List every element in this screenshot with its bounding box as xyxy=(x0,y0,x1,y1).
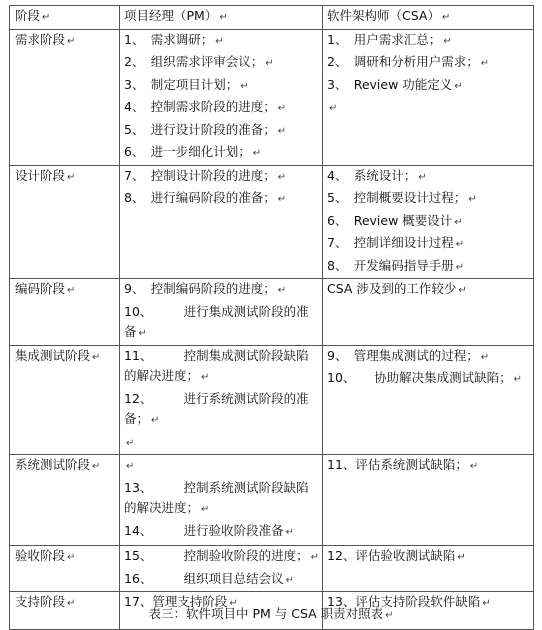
pm-cell: ↵ 13、 控制系统测试阶段缺陷的解决进度； ↵ 14、 进行验收阶段准备 ↵ xyxy=(120,455,323,546)
csa-cell xyxy=(323,345,534,455)
list-item: 12、评估验收测试缺陷 ↵ xyxy=(327,548,466,563)
list-item: 5、 控制概要设计过程； ↵ xyxy=(327,190,477,205)
header-pm: 项目经理（PM） ↵ xyxy=(120,6,323,30)
pm-cell xyxy=(120,165,323,279)
list-item: 13、 控制系统测试阶段缺陷的解决进度； ↵ xyxy=(124,479,309,515)
list-item: 3、 Review 功能定义 ↵ xyxy=(327,76,463,92)
phase-cell: 编码阶段 ↵ xyxy=(10,279,120,346)
table-row xyxy=(10,345,534,455)
pm-csa-table xyxy=(9,5,534,630)
list-item: 11、 控制集成测试阶段缺陷的解决进度； ↵ xyxy=(124,347,309,383)
list-item: 10、 协助解决集成测试缺陷； ↵ xyxy=(327,370,523,385)
list-item: 5、 进行设计阶段的准备； ↵ xyxy=(124,121,287,137)
list-item: 4、 系统设计； ↵ xyxy=(327,167,427,183)
list-item: 1、 用户需求汇总； ↵ xyxy=(327,31,452,47)
list-item: 4、 控制需求阶段的进度； ↵ xyxy=(124,99,287,114)
pm-cell xyxy=(120,546,323,592)
list-item: 7、 控制详细设计过程 ↵ xyxy=(327,235,465,250)
csa-cell: 1、 用户需求汇总； ↵ 2、 调研和分析用户需求； ↵ 3、 Review 功能定义 ↵ ↵ xyxy=(323,29,534,165)
header-csa: 软件架构师（CSA） ↵ xyxy=(323,6,534,30)
csa-cell xyxy=(323,455,534,546)
list-item: 17、管理支持阶段 ↵ xyxy=(124,594,238,609)
list-item: 2、 调研和分析用户需求； ↵ xyxy=(327,54,490,69)
csa-cell xyxy=(323,546,534,592)
list-item: CSA 涉及到的工作较少 ↵ xyxy=(327,281,467,296)
phase-cell: 支持阶段 ↵ xyxy=(10,592,120,630)
phase-cell: 需求阶段 ↵ xyxy=(10,29,120,165)
header-phase: 阶段 ↵ xyxy=(10,6,120,30)
table-row xyxy=(10,455,534,546)
table-header-row xyxy=(10,6,534,30)
list-item: 15、 控制验收阶段的进度； ↵ xyxy=(124,548,320,563)
table-row xyxy=(10,546,534,592)
list-item: 10、 进行集成测试阶段的准备 ↵ xyxy=(124,303,309,339)
table-row xyxy=(10,165,534,279)
pm-cell xyxy=(120,29,323,165)
list-item: 6、 Review 概要设计 ↵ xyxy=(327,212,463,228)
table-row xyxy=(10,279,534,346)
list-item: 16、 组织项目总结会议 ↵ xyxy=(124,570,295,586)
list-item: 8、 进行编码阶段的准备； ↵ xyxy=(124,190,287,205)
list-item: 6、 进一步细化计划； ↵ xyxy=(124,144,262,159)
csa-cell xyxy=(323,165,534,279)
table-row xyxy=(10,29,534,165)
phase-cell: 验收阶段 ↵ xyxy=(10,546,120,592)
list-item: 13、评估支持阶段软件缺陷 ↵ xyxy=(327,594,491,609)
table-caption: 表三：软件项目中 PM 与 CSA 职责对照表 ↵ xyxy=(148,606,394,621)
list-item: 7、 控制设计阶段的进度； ↵ xyxy=(124,167,287,183)
pm-cell: 11、 控制集成测试阶段缺陷的解决进度； ↵ 12、 进行系统测试阶段的准备； ↵ ↵ xyxy=(120,345,323,455)
list-item: 9、 管理集成测试的过程； ↵ xyxy=(327,347,490,363)
phase-cell: 设计阶段 ↵ xyxy=(10,165,120,279)
pm-cell xyxy=(120,279,323,346)
list-item: 14、 进行验收阶段准备 ↵ xyxy=(124,522,295,538)
list-item: 3、 制定项目计划； ↵ xyxy=(124,76,249,92)
list-item: 8、 开发编码指导手册 ↵ xyxy=(327,257,465,273)
list-item: 12、 进行系统测试阶段的准备； ↵ xyxy=(124,390,309,426)
list-item: 2、 组织需求评审会议； ↵ xyxy=(124,54,274,69)
list-item: 11、评估系统测试缺陷； ↵ xyxy=(327,457,479,472)
csa-cell xyxy=(323,279,534,346)
phase-cell: 系统测试阶段 ↵ xyxy=(10,455,120,546)
list-item: 9、 控制编码阶段的进度； ↵ xyxy=(124,281,287,296)
phase-cell: 集成测试阶段 ↵ xyxy=(10,345,120,455)
list-item: 1、 需求调研； ↵ xyxy=(124,31,224,47)
